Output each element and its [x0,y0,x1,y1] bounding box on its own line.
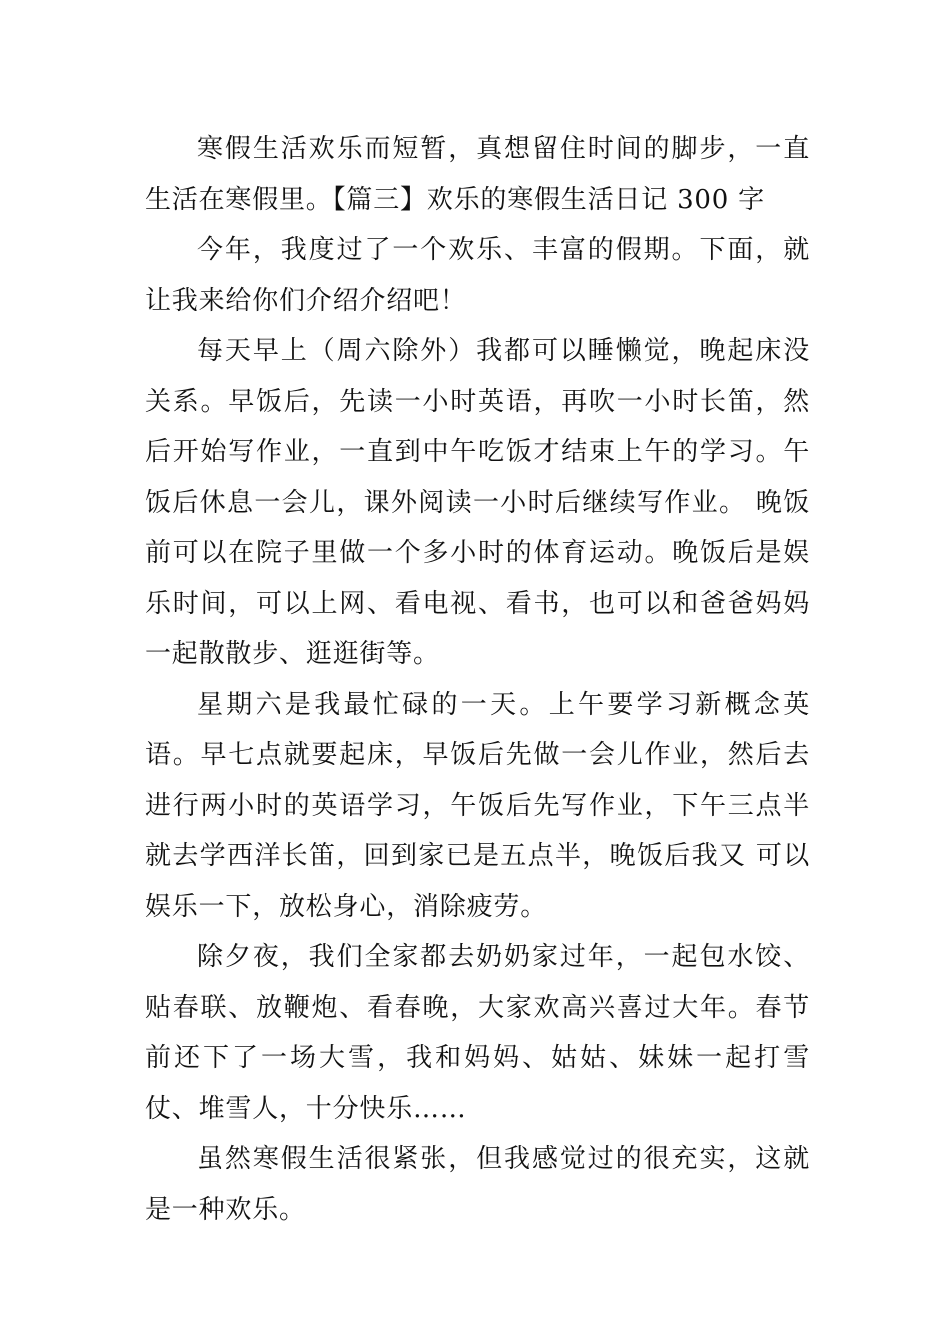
document-page [145,124,810,1235]
paragraph-daily-routine: 每天早上（周六除外）我都可以睡懒觉，晚起床没关系。早饭后，先读一小时英语，再吹一小时长笛，然后开始写作业，一直到中午吃饭才结束上午的学习。午饭后休息一会儿，课外阅读一小时后继续写作业。 晚饭前可以在院子里做一个多小时的体育运动。晚饭后是娱乐时间，可以上网、看电视、看书，也可以和爸爸妈妈一起散散步、逛逛街等。 [145,336,810,669]
paragraph-new-year-eve: 除夕夜，我们全家都去奶奶家过年，一起包水饺、贴春联、放鞭炮、看春晚，大家欢高兴喜过大年。春节前还下了一场大雪，我和妈妈、姑姑、妹妹一起打雪仗、堆雪人，十分快乐…… [145,942,810,1124]
paragraph-conclusion: 虽然寒假生活很紧张，但我感觉过的很充实，这就是一种欢乐。 [145,1144,810,1225]
paragraph-saturday: 星期六是我最忙碌的一天。上午要学习新概念英语。早七点就要起床，早饭后先做一会儿作业，然后去进行两小时的英语学习，午饭后先写作业，下午三点半就去学西洋长笛，回到家已是五点半，晚饭后我又 可以娱乐一下，放松身心，消除疲劳。 [145,689,810,922]
paragraph-intro: 寒假生活欢乐而短暂，真想留住时间的脚步，一直生活在寒假里。【篇三】欢乐的寒假生活日记 300 字 [145,134,810,215]
paragraph-opening: 今年，我度过了一个欢乐、丰富的假期。下面，就让我来给你们介绍介绍吧！ [145,235,810,316]
